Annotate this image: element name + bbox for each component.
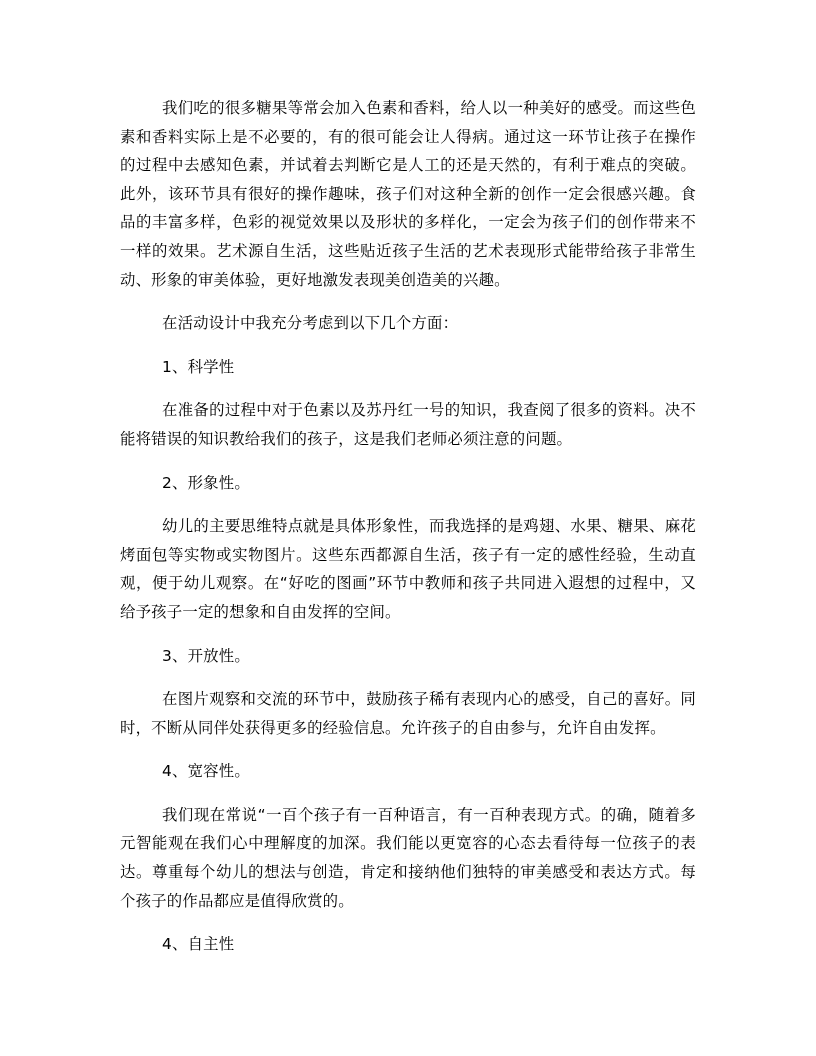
paragraph-design-aspects: 在活动设计中我充分考虑到以下几个方面：: [162, 314, 459, 333]
paragraph-vivid: 幼儿的主要思维特点就是具体形象性，而我选择的是鸡翅、水果、糖果、麻花烤面包等实物或实物图片。这些东西都源自生活，孩子有一定的感性经验，生动直观，便于幼儿观察。在“好吃的图画”环节中教师和孩子共同进入遐想的过程中，又给予孩子一定的想象和自由发挥的空间。: [120, 517, 696, 621]
paragraph-intro: 我们吃的很多糖果等常会加入色素和香料，给人以一种美好的感受。而这些色素和香料实际上是不必要的，有的很可能会让人得病。通过这一环节让孩子在操作的过程中去感知色素，并试着去判断它是人工的还是天然的，有利于难点的突破。此外，该环节具有很好的操作趣味，孩子们对这种全新的创作一定会很感兴趣。食品的丰富多样，色彩的视觉效果以及形状的多样化，一定会为孩子们的创作带来不一样的效果。艺术源自生活，这些贴近孩子生活的艺术表现形式能带给孩子非常生动、形象的审美体验，更好地激发表现美创造美的兴趣。: [120, 99, 696, 289]
document-page: [120, 94, 696, 959]
heading-openness: 3、开放性。: [162, 646, 250, 665]
heading-tolerance: 4、宽容性。: [162, 762, 250, 781]
paragraph-tolerance: 我们现在常说“一百个孩子有一百种语言，有一百种表现方式。的确，随着多元智能观在我们心中理解度的加深。我们能以更宽容的心态去看待每一位孩子的表达。尊重每个幼儿的想法与创造，肯定和接纳他们独特的审美感受和表达方式。每个孩子的作品都应是值得欣赏的。: [120, 805, 696, 910]
paragraph-scientific: 在准备的过程中对于色素以及苏丹红一号的知识，我查阅了很多的资料。决不能将错误的知识教给我们的孩子，这是我们老师必须注意的问题。: [120, 401, 696, 448]
heading-autonomy: 4、自主性: [162, 935, 235, 954]
heading-vivid: 2、形象性。: [162, 473, 250, 492]
heading-scientific: 1、科学性: [162, 357, 235, 376]
paragraph-openness: 在图片观察和交流的环节中，鼓励孩子稀有表现内心的感受，自己的喜好。同时，不断从同伴处获得更多的经验信息。允许孩子的自由参与，允许自由发挥。: [120, 690, 696, 737]
